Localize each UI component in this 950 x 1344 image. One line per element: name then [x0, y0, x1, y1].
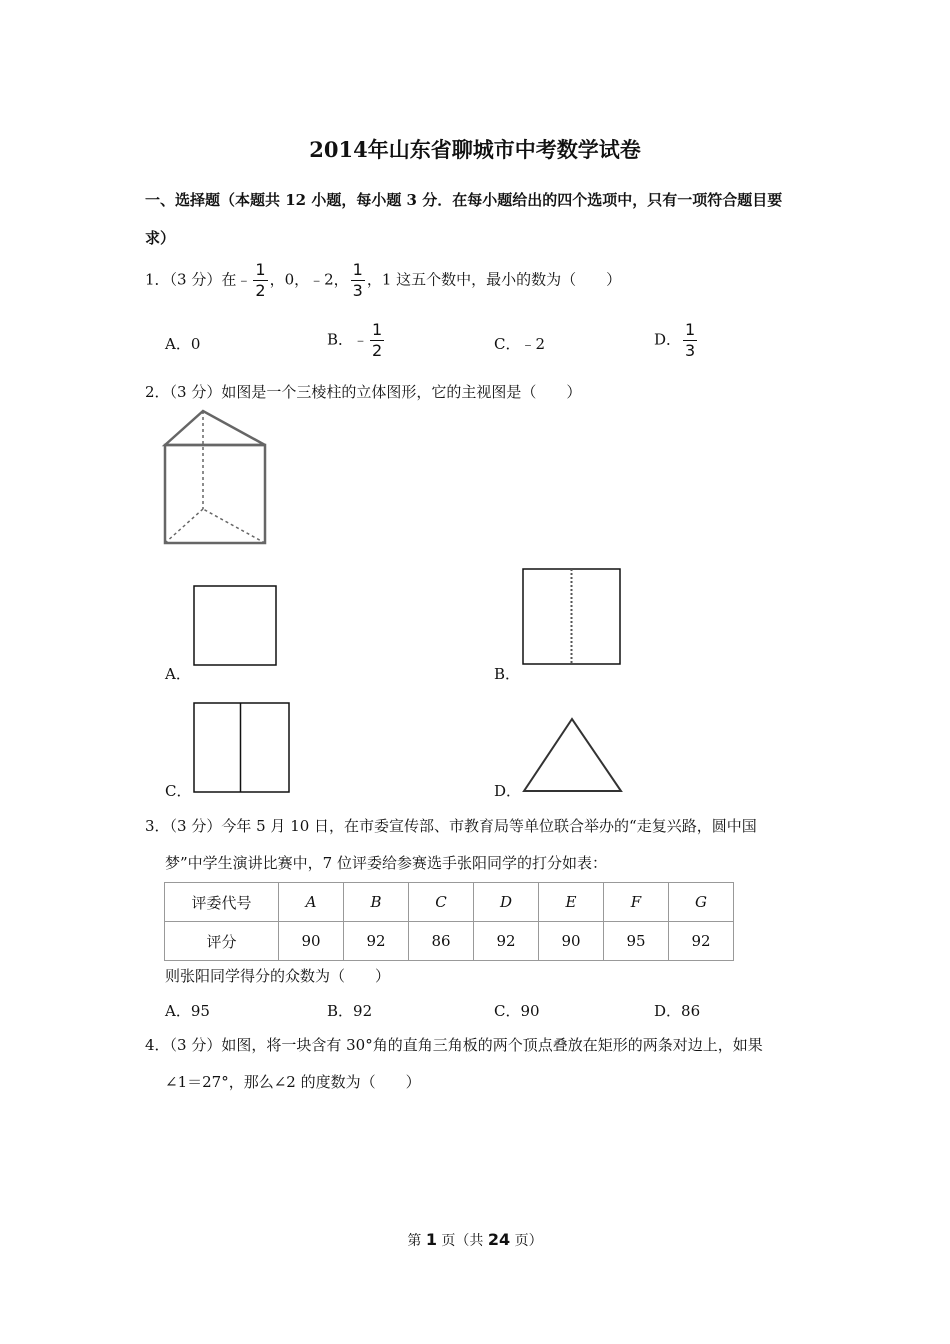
q2-option-a-square — [193, 585, 277, 667]
q2-option-b-rect-dashed — [522, 568, 622, 666]
table-header-label: 评委代号 — [165, 883, 279, 922]
table-cell-judge: E — [539, 883, 604, 922]
q2-option-a-label: A． — [165, 665, 191, 683]
footer-total-pages: 24 — [487, 1230, 511, 1249]
section-heading-line1: 一、选择题（本题共 12 小题，每小题 3 分．在每小题给出的四个选项中，只有一项符合题目要 — [145, 191, 783, 209]
question-4-line2: ∠1＝27°，那么∠2 的度数为（ ） — [165, 1073, 421, 1091]
q1-option-d-den: 3 — [685, 341, 696, 360]
q1-frac1-num: 1 — [255, 260, 266, 279]
table-cell-score: 90 — [539, 922, 604, 961]
q1-option-d-num: 1 — [685, 320, 696, 339]
q3-option-b: B．92 — [327, 1002, 373, 1020]
table-score-label: 评分 — [165, 922, 279, 961]
q1-option-b-label: B．﹣ — [327, 330, 369, 349]
table-cell-judge: G — [669, 883, 734, 922]
section-heading-line2: 求） — [145, 229, 176, 247]
q3-option-a: A．95 — [165, 1002, 210, 1020]
q3-option-d: D．86 — [654, 1002, 701, 1020]
table-cell-score: 95 — [604, 922, 669, 961]
table-cell-score: 86 — [409, 922, 474, 961]
q2-option-b-label: B． — [494, 665, 521, 683]
question-3-line2: 梦”中学生演讲比赛中，7 位评委给参赛选手张阳同学的打分如表： — [165, 854, 607, 872]
q1-option-b-fraction — [370, 322, 384, 359]
table-cell-judge: F — [604, 883, 669, 922]
q2-option-c-label: C． — [165, 782, 192, 800]
table-cell-score: 92 — [344, 922, 409, 961]
q1-neg-sign: ﹣ — [236, 270, 252, 289]
q2-option-d-label: D． — [494, 782, 522, 800]
q1-option-d-fraction — [683, 322, 697, 359]
footer-middle: 页（共 — [436, 1233, 488, 1249]
q1-option-b — [327, 322, 386, 359]
table-row-judges — [165, 883, 734, 922]
page-footer — [0, 1230, 950, 1250]
q1-option-c: C．﹣2 — [494, 335, 546, 353]
question-1 — [145, 262, 621, 299]
table-cell-judge: B — [344, 883, 409, 922]
table-cell-judge: A — [279, 883, 344, 922]
q1-frac1-den: 2 — [255, 281, 266, 300]
q1-tail: ，1 这五个数中，最小的数为（ ） — [366, 270, 622, 289]
q2-option-c-rect-solid — [193, 702, 291, 794]
question-2-text: 2．（3 分）如图是一个三棱柱的立体图形，它的主视图是（ ） — [145, 383, 582, 401]
footer-prefix: 第 — [407, 1233, 426, 1249]
table-cell-score: 90 — [279, 922, 344, 961]
question-4-line1: 4．（3 分）如图，将一块含有 30°角的直角三角板的两个顶点叠放在矩形的两条对边上，如果 — [145, 1036, 763, 1054]
question-3-prompt: 则张阳同学得分的众数为（ ） — [165, 967, 391, 985]
q1-option-a: A．0 — [165, 335, 201, 353]
q1-option-d-label: D． — [654, 330, 682, 349]
q1-option-d — [654, 322, 699, 359]
q1-fraction-half — [253, 262, 267, 299]
q1-fraction-third — [351, 262, 365, 299]
q2-option-d-triangle — [522, 716, 624, 794]
question-3-line1: 3．（3 分）今年 5 月 10 日，在市委宣传部、市教育局等单位联合举办的“走复兴路，圆中国 — [145, 817, 757, 835]
table-cell-score: 92 — [669, 922, 734, 961]
prism-figure — [160, 405, 272, 550]
q1-number: 1． — [145, 270, 170, 289]
q1-option-b-num: 1 — [372, 320, 383, 339]
table-row-scores — [165, 922, 734, 961]
table-cell-judge: D — [474, 883, 539, 922]
q3-option-c: C．90 — [494, 1002, 540, 1020]
q1-option-b-den: 2 — [372, 341, 383, 360]
q1-points: （3 分）在 — [169, 270, 237, 289]
q1-middle: ，0，﹣2， — [269, 270, 349, 289]
score-table — [164, 882, 734, 961]
footer-suffix: 页） — [510, 1233, 543, 1249]
q1-frac2-den: 3 — [352, 281, 363, 300]
footer-page-number: 1 — [425, 1230, 437, 1249]
page-title: 2014年山东省聊城市中考数学试卷 — [309, 137, 641, 162]
table-cell-score: 92 — [474, 922, 539, 961]
q1-frac2-num: 1 — [352, 260, 363, 279]
table-cell-judge: C — [409, 883, 474, 922]
